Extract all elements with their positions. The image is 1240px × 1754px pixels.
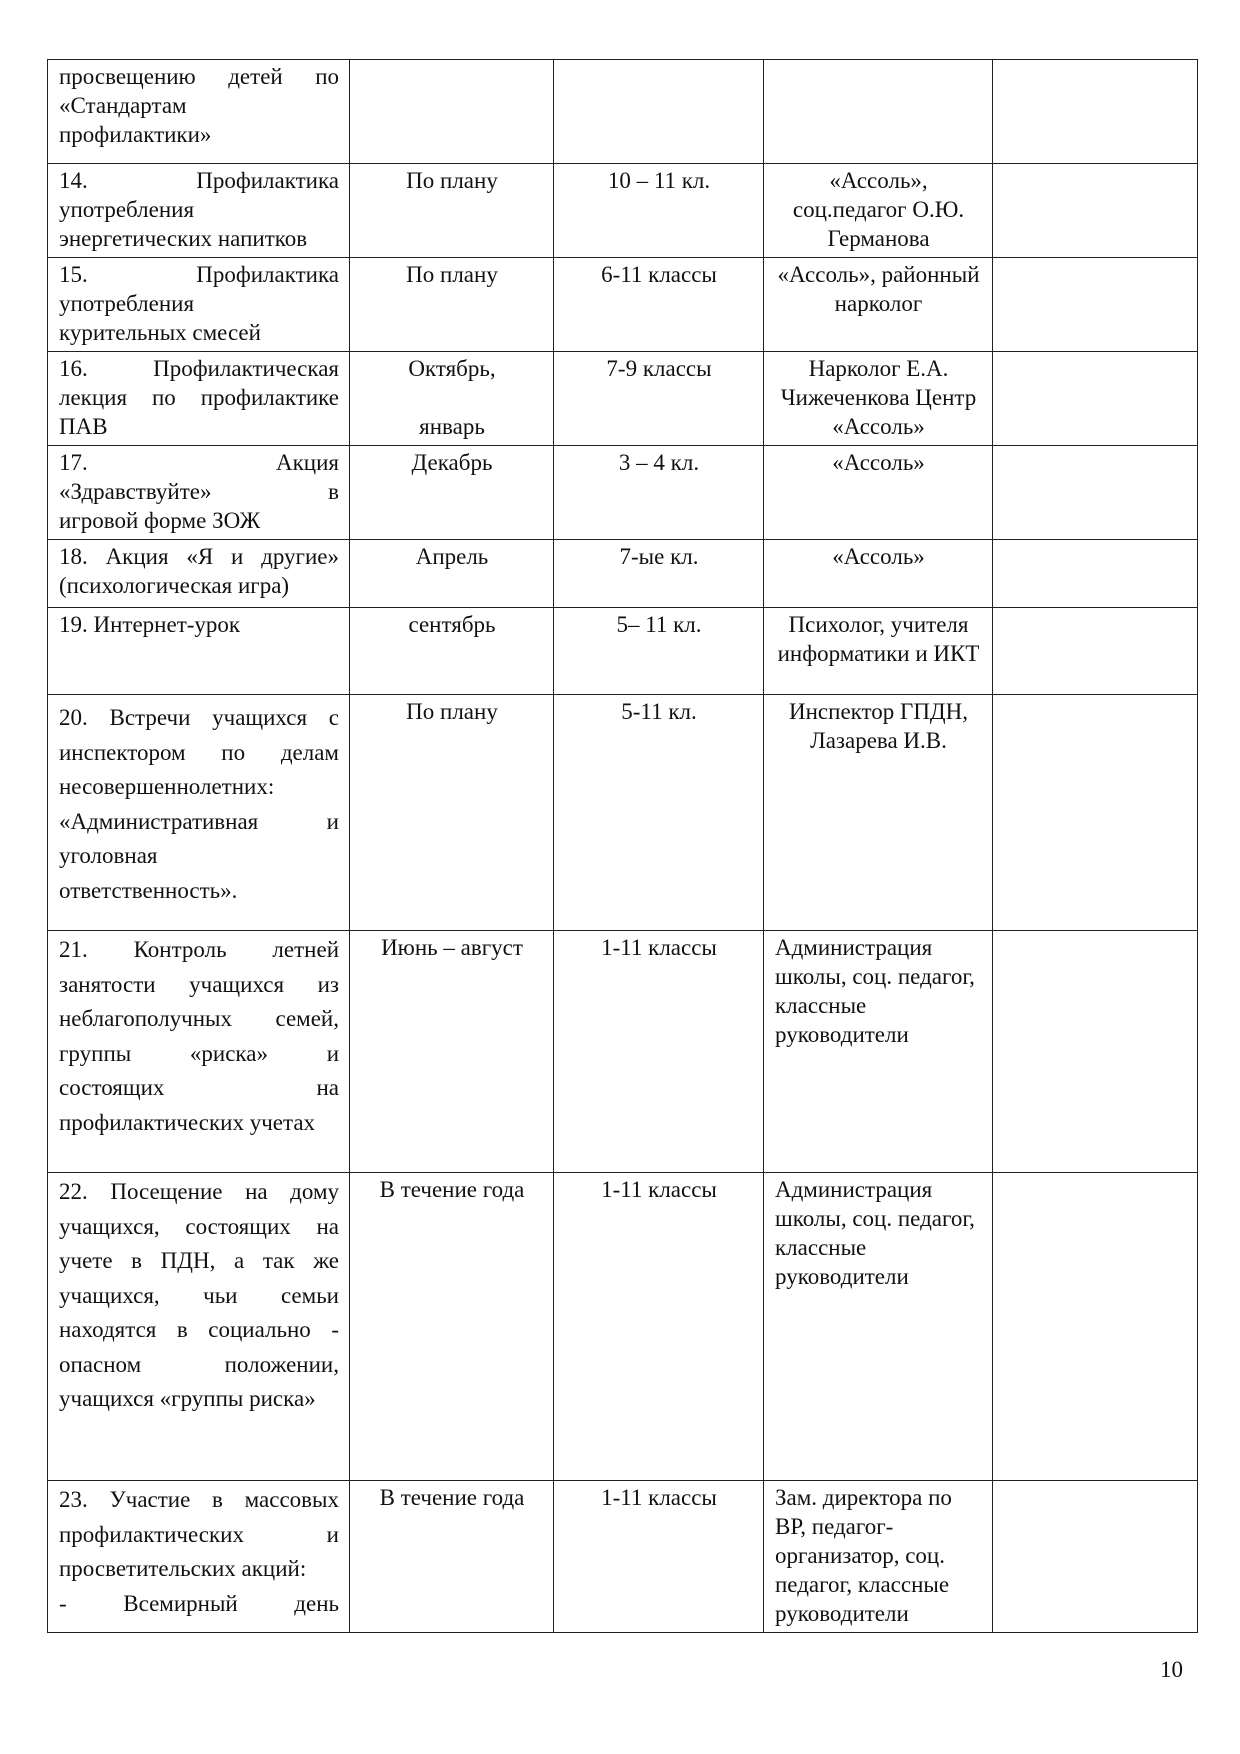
description-line: «Здравствуйте» в xyxy=(59,479,339,504)
event-date xyxy=(350,352,554,446)
table-row xyxy=(48,352,1198,446)
event-description: 21. Контроль летней занятости учащихся из неблагополучных семей, группы «риска» и состоящих на профилактических учетах xyxy=(48,931,350,1173)
event-responsible: Администрация школы, соц. педагог, классные руководители xyxy=(764,931,993,1173)
description-line: употребления xyxy=(59,291,195,316)
description-line: 14. Профилактика xyxy=(59,168,339,193)
event-date: В течение года xyxy=(350,1481,554,1633)
description-line: профилактики» xyxy=(59,122,212,147)
event-classes: 1-11 классы xyxy=(554,1173,764,1481)
event-classes: 6-11 классы xyxy=(554,258,764,352)
event-responsible xyxy=(764,60,993,164)
table-row xyxy=(48,695,1198,931)
notes-cell xyxy=(993,931,1198,1173)
event-classes: 5-11 кл. xyxy=(554,695,764,931)
description-line: ПАВ xyxy=(59,414,108,439)
table-row xyxy=(48,446,1198,540)
event-date: По плану xyxy=(350,258,554,352)
event-date: В течение года xyxy=(350,1173,554,1481)
table-row xyxy=(48,608,1198,695)
date-line: Октябрь, xyxy=(408,356,496,381)
event-classes: 5– 11 кл. xyxy=(554,608,764,695)
event-classes: 7-ые кл. xyxy=(554,540,764,608)
notes-cell xyxy=(993,1481,1198,1633)
event-responsible: «Ассоль» xyxy=(764,446,993,540)
description-line: «Стандартам xyxy=(59,93,187,118)
event-description: 22. Посещение на дому учащихся, состоящих на учете в ПДН, а так же учащихся, чьи семьи находятся в социально - опасном положении, учащихся «группы риска» xyxy=(48,1173,350,1481)
event-responsible: «Ассоль», соц.педагог О.Ю. Германова xyxy=(764,164,993,258)
event-description: 20. Встречи учащихся с инспектором по делам несовершеннолетних: «Административная и уголовная ответственность». xyxy=(48,695,350,931)
description-line: 15. Профилактика xyxy=(59,262,339,287)
event-responsible: «Ассоль» xyxy=(764,540,993,608)
event-responsible: «Ассоль», районный нарколог xyxy=(764,258,993,352)
table-row xyxy=(48,1481,1198,1633)
event-classes: 7-9 классы xyxy=(554,352,764,446)
description-line: - Всемирный день xyxy=(59,1590,339,1616)
description-line: просвещению детей по xyxy=(59,64,339,89)
notes-cell xyxy=(993,1173,1198,1481)
description-line: курительных смесей xyxy=(59,320,261,345)
event-responsible: Инспектор ГПДН, Лазарева И.В. xyxy=(764,695,993,931)
event-responsible: Психолог, учителя информатики и ИКТ xyxy=(764,608,993,695)
event-date: Июнь – август xyxy=(350,931,554,1173)
event-classes: 1-11 классы xyxy=(554,1481,764,1633)
event-description xyxy=(48,1481,350,1633)
event-responsible: Зам. директора по ВР, педагог-организатор, соц. педагог, классные руководители xyxy=(764,1481,993,1633)
table-row xyxy=(48,931,1198,1173)
table-row xyxy=(48,60,1198,164)
description-line: лекция по профилактике xyxy=(59,385,339,410)
event-responsible: Администрация школы, соц. педагог, классные руководители xyxy=(764,1173,993,1481)
table-row xyxy=(48,1173,1198,1481)
event-classes xyxy=(554,60,764,164)
event-date xyxy=(350,60,554,164)
events-table xyxy=(47,59,1198,1633)
event-date: По плану xyxy=(350,164,554,258)
event-description xyxy=(48,164,350,258)
event-classes: 10 – 11 кл. xyxy=(554,164,764,258)
table-row xyxy=(48,540,1198,608)
table-row xyxy=(48,258,1198,352)
notes-cell xyxy=(993,60,1198,164)
event-date: По плану xyxy=(350,695,554,931)
event-description: 18. Акция «Я и другие» (психологическая игра) xyxy=(48,540,350,608)
notes-cell xyxy=(993,540,1198,608)
description-line: употребления xyxy=(59,197,195,222)
event-classes: 3 – 4 кл. xyxy=(554,446,764,540)
notes-cell xyxy=(993,446,1198,540)
notes-cell xyxy=(993,695,1198,931)
event-date: Апрель xyxy=(350,540,554,608)
description-line: игровой форме ЗОЖ xyxy=(59,508,261,533)
notes-cell xyxy=(993,258,1198,352)
description-line: 17. Акция xyxy=(59,450,339,475)
description-line: 23. Участие в массовых профилактических и просветительских акций: xyxy=(59,1487,339,1581)
event-responsible: Нарколог Е.А. Чижеченкова Центр «Ассоль» xyxy=(764,352,993,446)
description-line: энергетических напитков xyxy=(59,226,308,251)
table-row xyxy=(48,164,1198,258)
event-date: Декабрь xyxy=(350,446,554,540)
event-classes: 1-11 классы xyxy=(554,931,764,1173)
event-description xyxy=(48,352,350,446)
date-line: январь xyxy=(419,414,485,439)
event-description xyxy=(48,60,350,164)
page-number: 10 xyxy=(1160,1657,1183,1682)
notes-cell xyxy=(993,352,1198,446)
event-description: 19. Интернет-урок xyxy=(48,608,350,695)
event-description xyxy=(48,258,350,352)
notes-cell xyxy=(993,164,1198,258)
notes-cell xyxy=(993,608,1198,695)
description-line: 16. Профилактическая xyxy=(59,356,339,381)
event-description xyxy=(48,446,350,540)
event-date: сентябрь xyxy=(350,608,554,695)
